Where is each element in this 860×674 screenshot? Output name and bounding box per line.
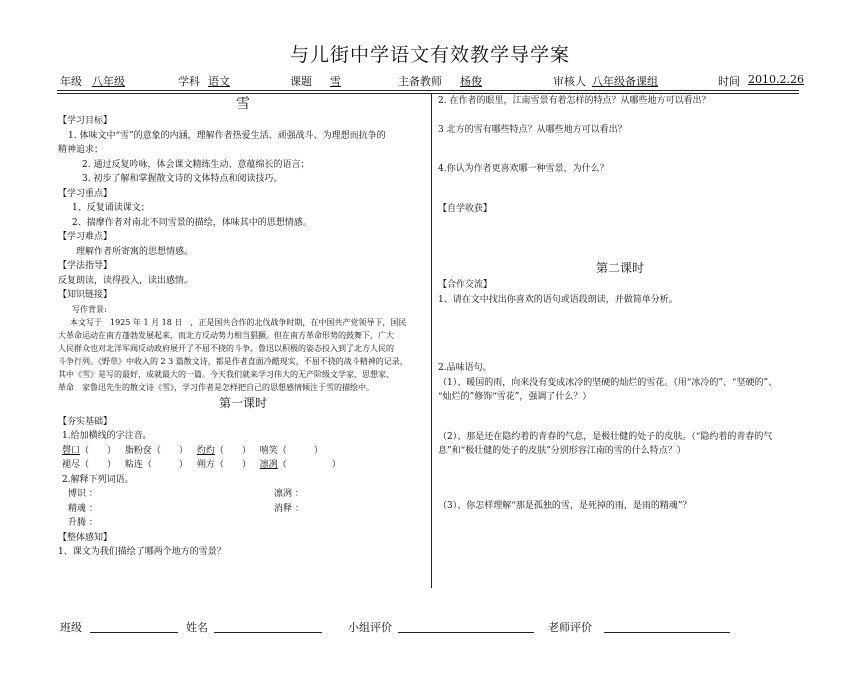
reviewer-label: 审核人 [553,75,586,88]
explain-jinghun: 精魂 ： [68,503,98,514]
grade-value: 八年级 [92,75,125,88]
time-label: 时间 [718,75,740,88]
whole-question-2: 2. 在作者的眼里，江南雪景有着怎样的特点？从哪些地方可以看出？ [438,96,711,106]
name-label: 姓名 [186,621,208,634]
goal-3: 3. 初步了解和掌握散文诗的文体特点和阅读技巧。 [82,174,283,184]
key-1: 1、反复诵读课文； [72,203,150,213]
sentence-2-line-2: 息”和“极壮健的处子的皮肤”分别形容江南的雪的什么特点？） [438,446,686,456]
goal-2: 2. 通过反复吟咏，体会课文精练生动、意蕴绵长的语言； [82,159,310,170]
sentence-1-line-2: “灿烂的”修饰“雪花”，强调了什么？） [438,392,592,402]
teacher-eval-label: 老师评价 [548,621,592,634]
whole-question-3: 3 北方的雪有哪些特点？从哪些地方可以看出？ [438,124,627,135]
explain-linlie: 凛冽 ： [274,489,304,499]
goal-1: 1. 体味文中“雪”的意象的内涵，理解作者热爱生活、顽强战斗、为理想而抗争的 [68,130,386,141]
method-label: 【学法指导】 [58,261,113,271]
explain-xiaoshi: 消释 ： [274,503,304,514]
lesson-heading: 雪 [236,96,250,112]
time-value: 2010.2.26 [748,73,804,86]
background-line-3: 人民群众也对北洋军阀反动政府展开了不屈不挠的斗争。鲁迅以积极的姿态投入到了北方人民的 [58,343,394,353]
reviewer-value: 八年级备课组 [592,75,658,88]
goals-label: 【学习目标】 [58,116,113,126]
sentence-2-line-1: （2）、那是还在隐约着的青春的气息，是极壮健的处子的皮肤。（“隐约着的青春的气 [438,431,773,442]
explain-row-1 [58,487,428,502]
sentence-3: （3）、你怎样理解“那是孤独的雪，是死掉的雨，是雨的精魂”？ [438,500,692,511]
background-line-6: 革命 家鲁迅先生的散文诗《雪》，学习作者是怎样把自己的思想感情倾注于雪的描绘中。 [58,382,374,392]
basis-task-2: 2.解释下列词语。 [62,474,134,485]
group-eval-field[interactable] [398,621,534,633]
background-line-4: 斗争行列。《野草》中收入的 2 3 篇散文诗，都是作者直面冷酷现实，不屈不挠的战斗精神的记录， [58,356,408,366]
teacher-eval-field[interactable] [604,621,730,633]
frame-top-line [57,90,799,91]
cooperation-task-1: 1、请在文中找出你喜欢的语句或语段朗读，并做简单分析。 [438,294,678,305]
whole-question-4: 4.你认为作者更喜欢哪一种雪景，为什么？ [438,164,609,174]
pinyin-row-1: 磬口（ ） 脂粉奁（ ） 灼灼（ ） 嘻笑（ ） [58,444,428,459]
goal-1-cont: 精神追求； [58,145,104,155]
pinyin-row-2: 褪尽（ ） 粘连（ ） 朔方（ ） 凛冽（ ） [58,458,428,473]
class-field[interactable] [90,621,178,633]
background-line-2: 大革命运动在南方蓬勃发展起来，而北方反动势力相当猖獗。但在南方革命形势的鼓舞下，广大 [58,330,394,340]
word-linlie: 凛冽 [259,460,278,470]
teacher-value: 杨俊 [460,75,482,88]
subject-value: 语文 [208,75,230,88]
topic-value: 雪 [330,75,341,88]
key-label: 【学习重点】 [58,188,113,199]
background-line-1: 本文写于 1925 年 1 月 18 日 ，正是国共合作的北伐战争时期，在中国共产党领导下，国民 [70,317,407,327]
background-line-5: 其中《雪》是写的最好，成就最大的一篇。今天我们就来学习伟大的无产阶级文学家、思想家、 [58,369,394,379]
cooperation-task-2: 2.品味语句。 [438,363,492,373]
left-column [58,94,428,560]
word-zhanlian: 粘连 [124,460,143,470]
background-label: 写作背景: [72,304,107,314]
page-title: 与儿街中学语文有效教学导学案 [289,44,570,66]
key-2: 2、揣摩作者对南北不同雪景的描绘，体味其中的思想情感。 [72,217,312,228]
difficulty-1: 理解作者所寄寓的思想情感。 [76,246,194,257]
word-xixiao: 嘻笑 [259,445,278,456]
difficulty-label: 【学习难点】 [58,232,113,242]
lesson-two-title: 第二课时 [595,261,644,275]
word-shuofang: 朔方 [196,460,215,470]
cooperation-label: 【合作交流】 [438,280,493,290]
explain-shengteng: 升腾 ： [68,518,98,528]
whole-perception-label: 【整体感知】 [58,532,113,543]
word-zhuozhuo: 灼灼 [196,445,215,456]
name-field[interactable] [214,621,322,633]
topic-label: 课题 [290,75,312,88]
knowledge-link-label: 【知识链接】 [58,290,113,300]
explain-row-2 [58,502,428,517]
basis-label: 【夯实基础】 [58,416,113,427]
whole-question-1: 1、课文为我们描绘了哪两个地方的雪景？ [58,547,226,557]
method-1: 反复朗读，读得投入，读出感情。 [58,275,194,286]
lesson-one-title: 第一课时 [218,395,267,410]
explain-row-3 [58,516,428,531]
group-eval-label: 小组评价 [348,621,392,634]
word-qingkou: 磬口 [62,445,81,456]
word-zhifenlian: 脂粉奁 [124,445,152,456]
column-divider [431,94,432,588]
sentence-1-line-1: （1）、暖国的雨，向来没有变成冰冷的坚硬的灿烂的雪花。（用“冰冷的”、“坚硬的”、 [438,377,778,388]
grade-label: 年级 [60,75,82,88]
basis-task-1: 1.给加横线的字注音。 [62,431,152,441]
subject-label: 学科 [178,75,200,88]
teacher-label: 主备教师 [398,75,442,88]
self-study-gain-label: 【自学收获】 [438,203,493,214]
explain-boshi: 博识 ： [68,489,98,499]
word-tuijin: 褪尽 [62,460,81,470]
class-label: 班级 [60,621,82,634]
right-column [438,94,802,513]
